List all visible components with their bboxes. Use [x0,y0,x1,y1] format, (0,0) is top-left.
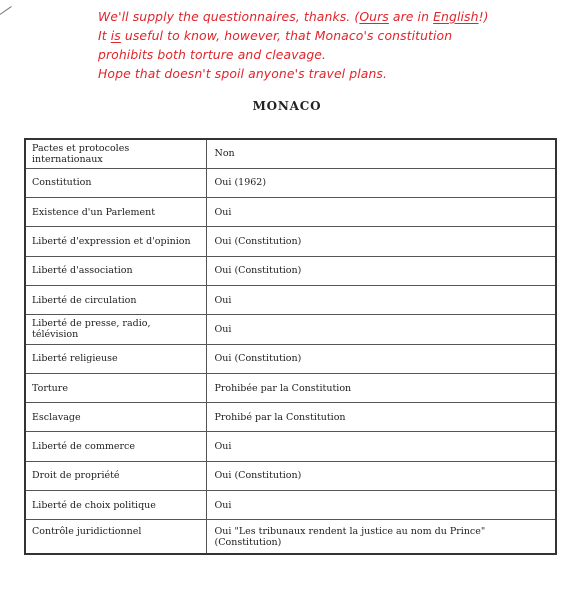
row-value: Oui (Constitution) [206,256,556,285]
row-label: Existence d'un Parlement [25,198,206,227]
annotation-text: We'll supply the questionnaires, thanks. ( [98,9,360,24]
table-row [25,315,556,344]
row-label: Liberté religieuse [25,344,206,373]
annotation-underlined-text: English [433,9,479,24]
row-value: Prohibé par la Constitution [206,403,556,432]
table-row [25,256,556,285]
row-value: Oui (Constitution) [206,227,556,256]
row-label: Liberté de choix politique [25,491,206,520]
table-row [25,432,556,461]
row-value: Oui [206,198,556,227]
row-label: Liberté d'association [25,256,206,285]
row-label: Pactes et protocoles internationaux [25,139,206,168]
table-row [25,373,556,402]
annotation-line-3 [98,45,568,64]
annotation-underlined-text: Ours [359,9,389,24]
table-row [25,168,556,197]
annotation-text: are in [388,9,434,24]
row-value: Oui [206,285,556,314]
row-value: Oui (Constitution) [206,344,556,373]
table-row [25,139,556,168]
table-row [25,491,556,520]
margin-mark [0,6,12,15]
annotation-text: Hope that doesn't spoil anyone's travel plans. [98,66,387,81]
annotation-text: prohibits both torture and cleavage. [98,47,327,62]
annotation-text: !) [478,9,489,24]
row-label: Liberté de presse, radio, télévision [25,315,206,344]
rights-table [24,138,557,555]
row-label: Droit de propriété [25,461,206,490]
row-label: Torture [25,373,206,402]
annotation-text: useful to know, however, that Monaco's constitution [120,28,453,43]
table-row [25,198,556,227]
row-value: Oui (1962) [206,168,556,197]
row-value [206,520,556,554]
row-label: Contrôle juridictionnel [25,520,206,554]
annotation-line-2 [98,26,568,45]
row-value: Oui [206,491,556,520]
row-label: Constitution [25,168,206,197]
table-row [25,520,556,554]
row-label: Liberté de circulation [25,285,206,314]
row-label: Liberté d'expression et d'opinion [25,227,206,256]
row-value-line: (Constitution) [214,537,282,549]
row-label: Liberté de commerce [25,432,206,461]
table-row [25,344,556,373]
annotation-underlined-text: is [110,28,121,43]
annotation-line-4 [98,64,568,83]
annotation-line-1 [98,7,568,26]
row-value: Oui [206,432,556,461]
annotation-text: It [98,28,111,43]
table-row [25,403,556,432]
handwritten-annotation [98,7,568,83]
row-value: Oui [206,315,556,344]
document-title: MONACO [252,99,322,113]
table-row [25,227,556,256]
row-value: Prohibée par la Constitution [206,373,556,402]
row-value: Non [206,139,556,168]
table-row [25,461,556,490]
row-value-line: Oui "Les tribunaux rendent la justice au nom du Prince" [214,526,486,538]
row-value: Oui (Constitution) [206,461,556,490]
row-label: Esclavage [25,403,206,432]
table-row [25,285,556,314]
